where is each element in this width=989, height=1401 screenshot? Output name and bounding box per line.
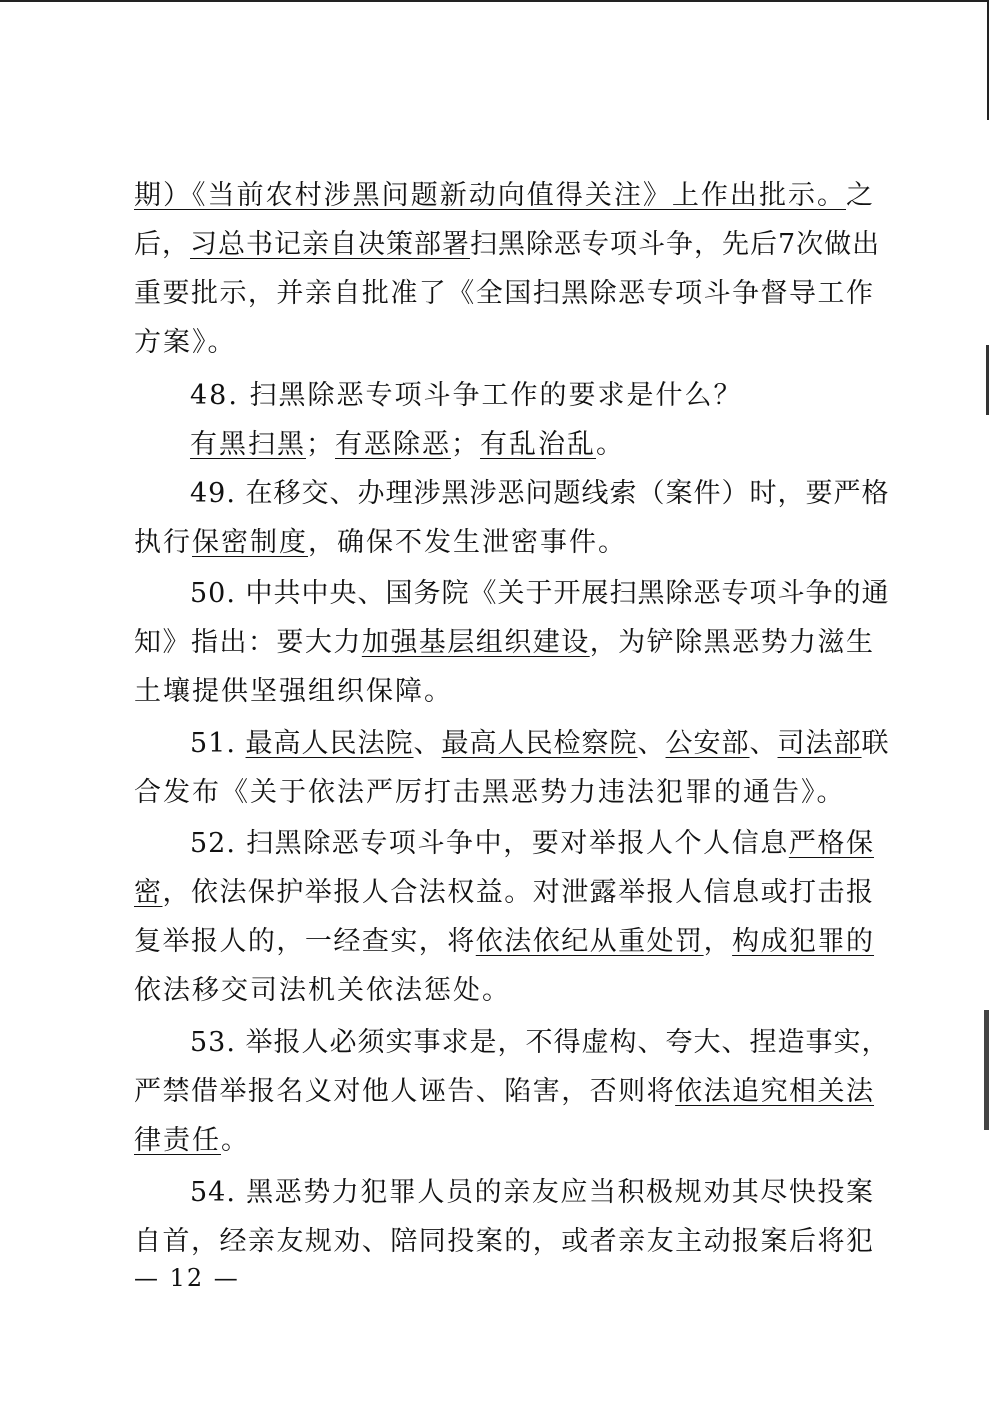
underlined-answer: 加强基层组织建设: [361, 627, 590, 658]
text-segment: 、: [413, 728, 442, 759]
text-segment: 53. 举报人必须实事求是，不得虚构、夸大、捏造事实，: [190, 1027, 890, 1058]
text-segment: 复举报人的，一经查实，将: [134, 926, 476, 957]
text-segment: 依法移交司法机关依法惩处。: [134, 975, 511, 1006]
page-number: — 12 —: [134, 1264, 240, 1292]
text-line: [134, 1218, 874, 1266]
text-line: [134, 1117, 874, 1165]
text-segment: 联: [861, 728, 890, 759]
underlined-answer: 习总书记亲自决策部署: [190, 229, 470, 260]
text-line: [134, 172, 874, 220]
question-48: [134, 372, 874, 420]
text-segment: 扫黑除恶专项斗争，先后7次做出: [470, 229, 881, 260]
answer-48: [134, 421, 874, 469]
text-segment: 54. 黑恶势力犯罪人员的亲友应当积极规劝其尽快投案: [190, 1177, 874, 1208]
scan-artifact: [984, 1010, 989, 1130]
question-50: [134, 570, 890, 618]
text-segment: 执行: [134, 527, 192, 558]
text-segment: 严禁借举报名义对他人诬告、陷害，否则将: [134, 1076, 676, 1107]
underlined-answer: 保密制度: [192, 527, 308, 558]
text-segment: 重要批示，并亲自批准了《全国扫黑除恶专项斗争督导工作: [134, 278, 874, 309]
underlined-answer: 司法部: [777, 728, 862, 759]
text-line: [134, 668, 874, 716]
underlined-answer: 最高人民法院: [245, 728, 414, 759]
text-segment: 、: [637, 728, 666, 759]
text-segment: 51.: [190, 728, 246, 759]
text-segment: ；: [451, 429, 480, 460]
text-segment: 知》指出：要大力: [134, 627, 362, 658]
text-segment: ，确保不发生泄密事件。: [308, 527, 627, 558]
text-segment: 48. 扫黑除恶专项斗争工作的要求是什么？: [190, 380, 743, 411]
text-line: [134, 270, 874, 318]
text-segment: 合发布《关于依法严厉打击黑恶势力违法犯罪的通告》。: [134, 777, 846, 808]
text-line: [134, 869, 874, 917]
text-segment: 土壤提供坚强组织保障。: [134, 676, 453, 707]
underlined-answer: 最高人民检察院: [441, 728, 638, 759]
underlined-answer: 有黑扫黑: [190, 429, 306, 460]
text-segment: 之: [846, 180, 874, 211]
underlined-answer: 律责任: [134, 1125, 221, 1156]
text-segment: 52. 扫黑除恶专项斗争中，要对举报人个人信息: [190, 828, 789, 859]
underlined-answer: 期）《当前农村涉黑问题新动向值得关注》上作出批示。: [134, 180, 846, 211]
question-53: [134, 1019, 890, 1067]
text-segment: 。: [596, 429, 625, 460]
text-segment: 、: [749, 728, 778, 759]
text-line: [134, 519, 874, 567]
underlined-answer: 公安部: [665, 728, 750, 759]
text-segment: 后，: [134, 229, 190, 260]
text-line: [134, 319, 874, 367]
text-line: [134, 769, 874, 817]
text-segment: 。: [221, 1125, 250, 1156]
page-top-edge: [0, 0, 989, 2]
underlined-answer: 构成犯罪的: [732, 926, 875, 957]
question-52: [134, 820, 874, 868]
underlined-answer: 严格保: [788, 828, 874, 859]
text-line: [134, 967, 874, 1015]
text-segment: 方案》。: [134, 327, 237, 358]
text-line: [134, 221, 881, 269]
text-line: [134, 619, 874, 667]
text-segment: ，依法保护举报人合法权益。对泄露举报人信息或打击报: [162, 877, 875, 908]
text-segment: 49. 在移交、办理涉黑涉恶问题线索（案件）时，要严格: [190, 478, 890, 509]
text-segment: ，: [703, 926, 733, 957]
underlined-answer: 有恶除恶: [335, 429, 451, 460]
underlined-answer: 依法追究相关法: [675, 1076, 875, 1107]
underlined-answer: 依法依纪从重处罚: [475, 926, 704, 957]
question-49: [134, 470, 890, 518]
text-segment: 自首，经亲友规劝、陪同投案的，或者亲友主动报案后将犯: [134, 1226, 874, 1257]
text-line: [134, 1068, 874, 1116]
question-54: [134, 1169, 874, 1217]
text-line: [134, 918, 874, 966]
underlined-answer: 密: [134, 877, 163, 908]
underlined-answer: 有乱治乱: [480, 429, 596, 460]
question-51: [134, 720, 890, 768]
text-segment: 50. 中共中央、国务院《关于开展扫黑除恶专项斗争的通: [190, 578, 890, 609]
text-segment: ；: [306, 429, 335, 460]
text-segment: ，为铲除黑恶势力滋生: [589, 627, 875, 658]
